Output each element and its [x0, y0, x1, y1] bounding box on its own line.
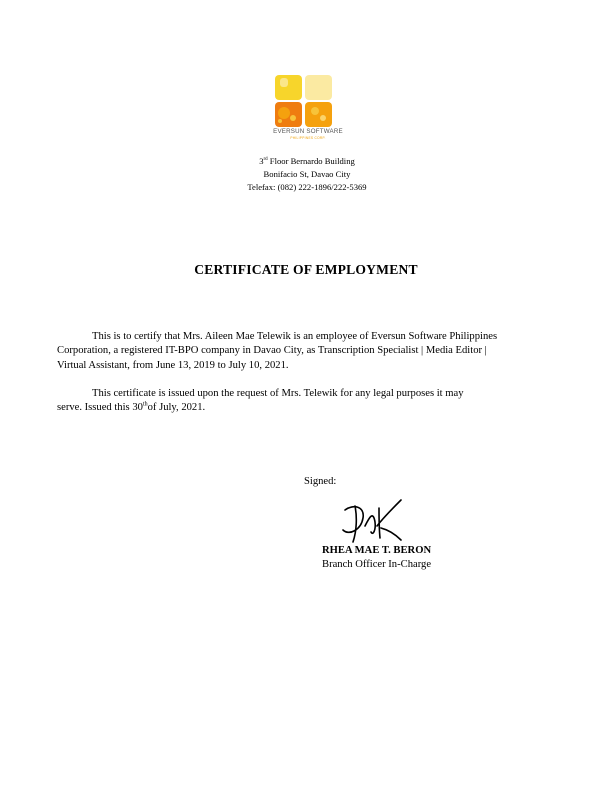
logo-tagline: PHILIPPINES CORP. [290, 136, 326, 140]
paragraph1-line3: Virtual Assistant, from June 13, 2019 to July 10, 2021. [57, 359, 289, 371]
paragraph1-line2: Corporation, a registered IT-BPO company in Davao City, as Transcription Specialist | Media Editor | [57, 345, 487, 357]
logo-wordmark: EVERSUN SOFTWARE [273, 128, 343, 135]
signatory-role: Branch Officer In-Charge [322, 559, 432, 570]
signed-label: Signed: [304, 476, 337, 487]
paragraph2-line1: This certificate is issued upon the request of Mrs. Telewik for any legal purposes it may [92, 388, 464, 399]
handwritten-signature [335, 496, 415, 546]
paragraph-issuance [57, 387, 562, 416]
paragraph1-line1: This is to certify that Mrs. Aileen Mae Telewik is an employee of Eversun Software Philippines [92, 331, 498, 342]
document-title: CERTIFICATE OF EMPLOYMENT [194, 262, 418, 277]
address-telefax: Telefax: (082) 222-1896/222-5369 [247, 182, 367, 192]
floor-text: Floor Bernardo Building [267, 156, 355, 166]
floor-number: 3 [259, 156, 264, 166]
address-street: Bonifacio St, Davao City [263, 169, 351, 179]
signatory-name: RHEA MAE T. BERON [322, 545, 432, 556]
floor-suffix: rd [263, 157, 268, 163]
paragraph2-line2: serve. Issued this 30thof July, 2021. [57, 401, 206, 414]
paragraph-employment [57, 330, 562, 373]
address-floor [180, 156, 434, 167]
